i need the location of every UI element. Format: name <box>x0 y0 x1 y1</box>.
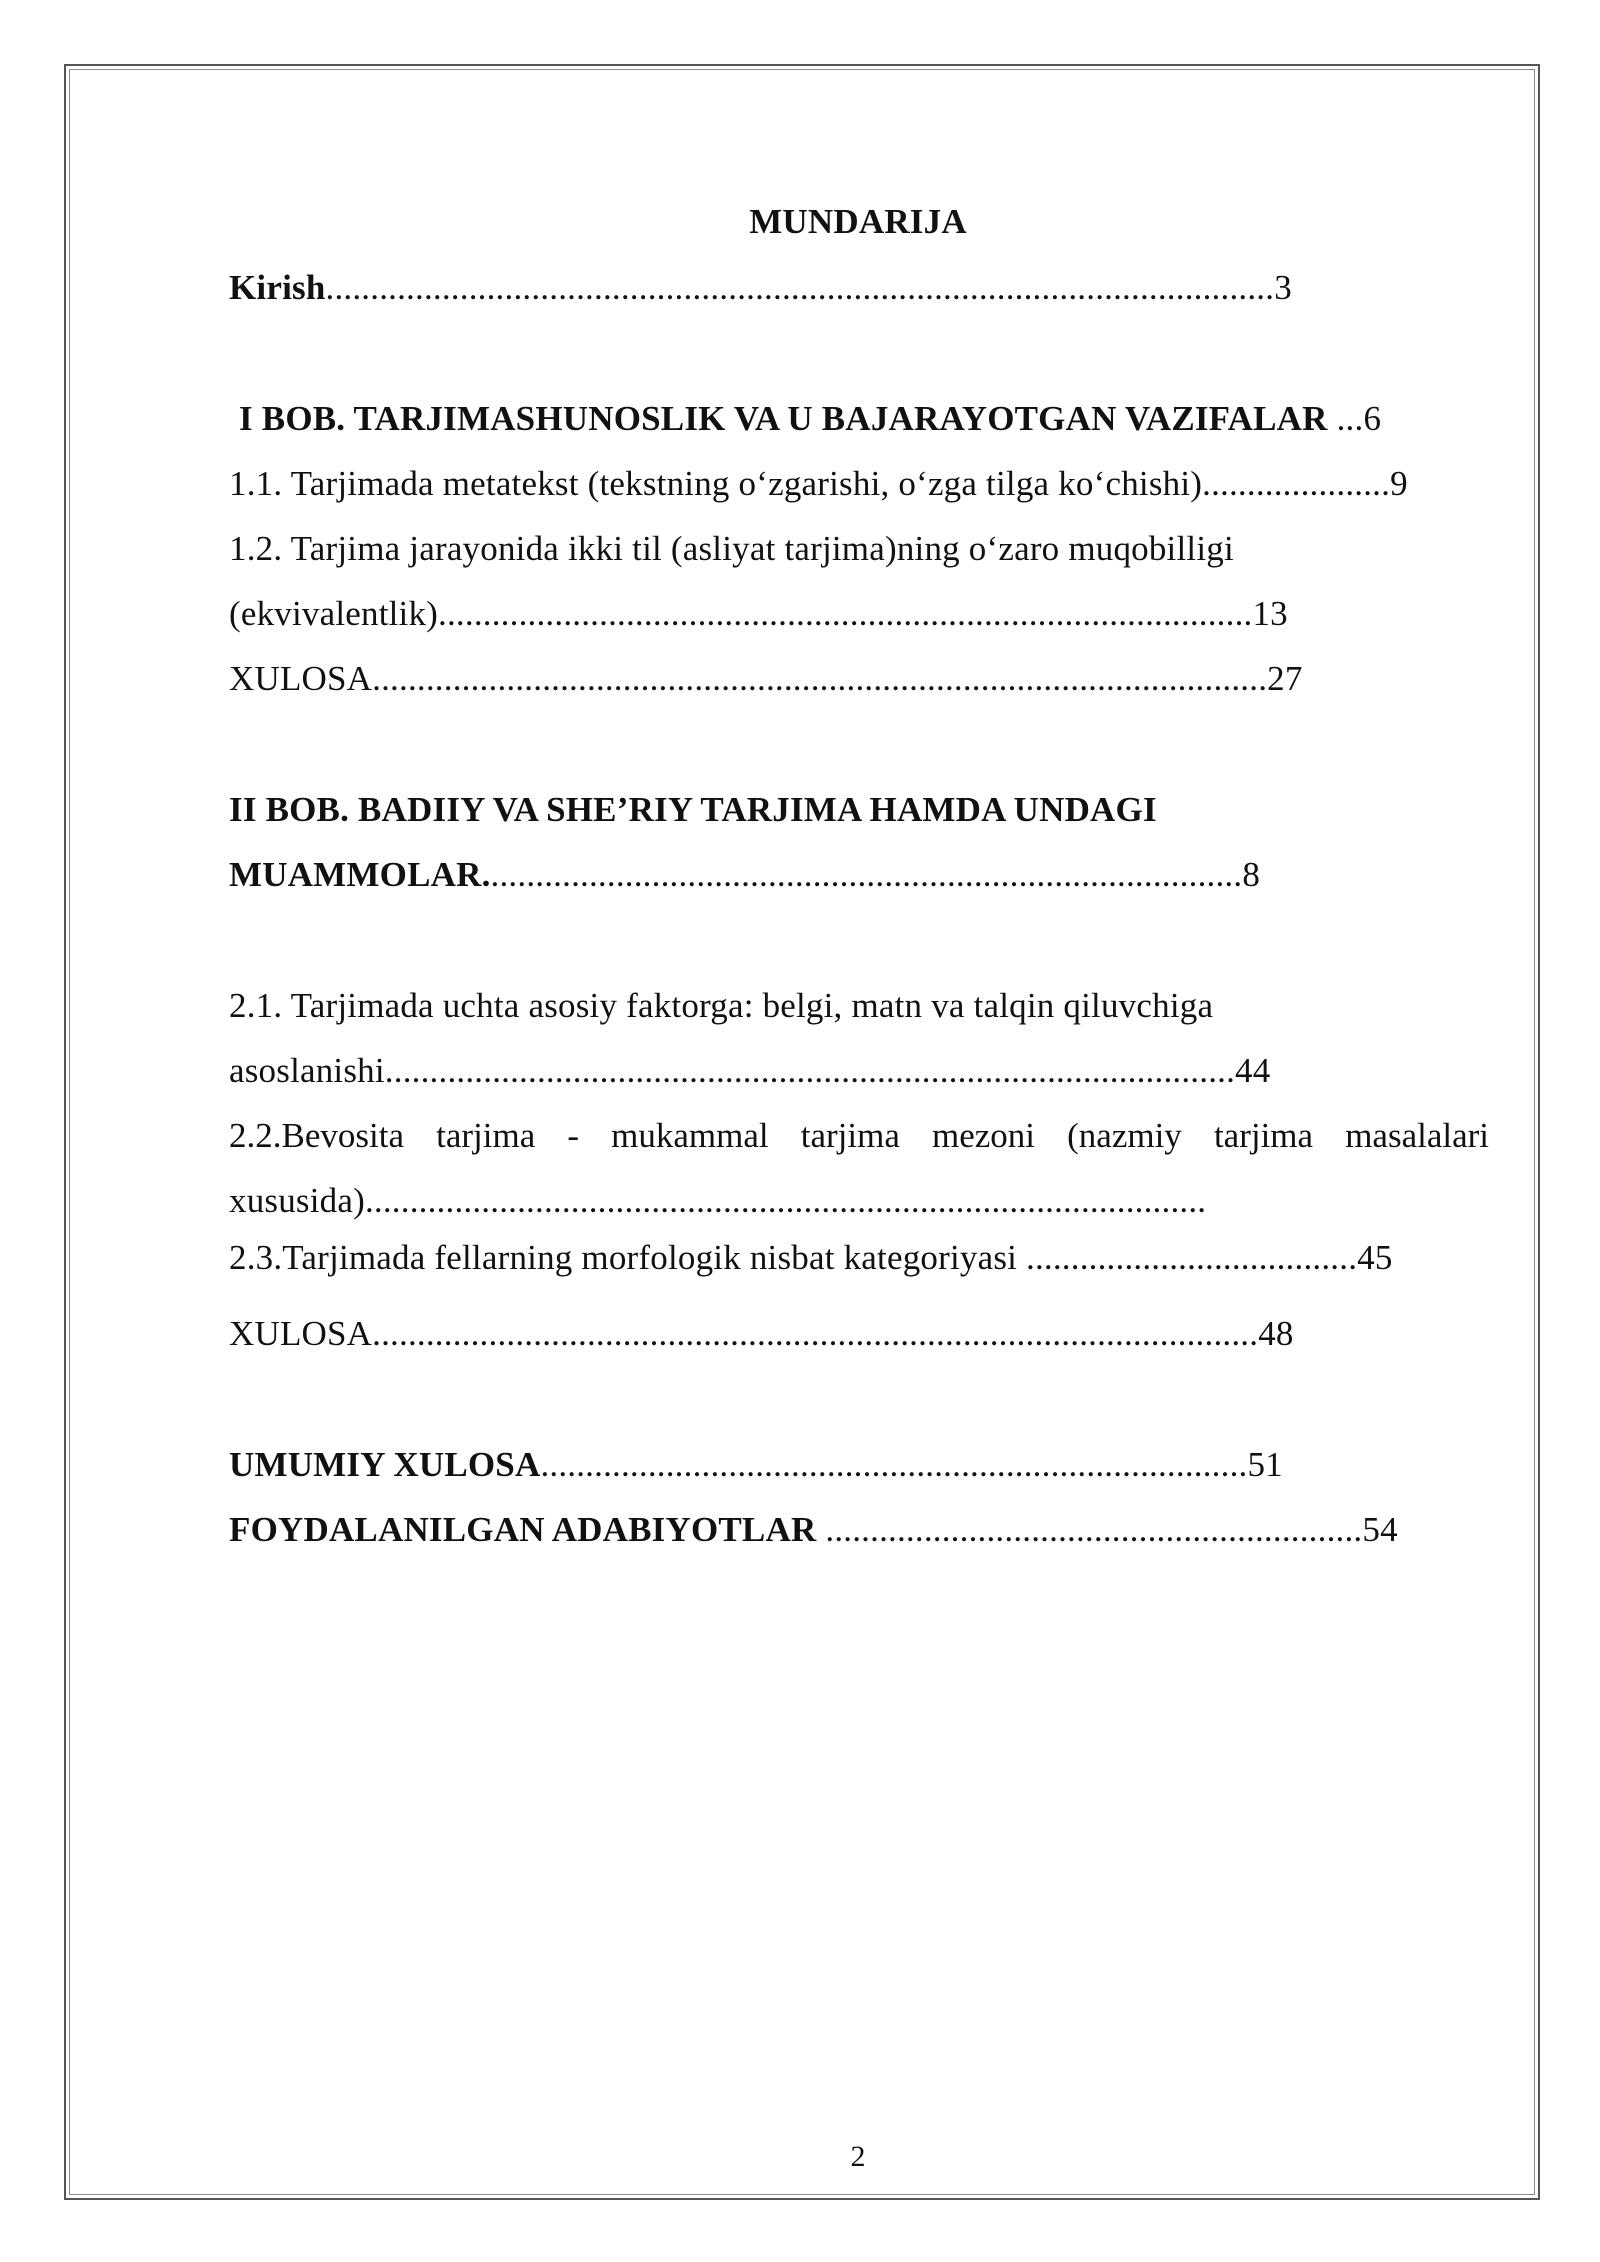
toc-entry-xulosa-2: XULOSA...................................................................................................48 <box>229 1314 1294 1353</box>
toc-entry-bob1 <box>239 397 1381 441</box>
toc-entry-1-2-line1: 1.2. Tarjima jarayonida ikki til (asliyat tarjima)ning o‘zaro muqobilligi <box>229 529 1234 568</box>
toc-entry-heading: UMUMIY XULOSA <box>229 1445 541 1484</box>
toc-entry-leader: ...6 <box>1327 399 1382 438</box>
toc-entry-bob2-line1: II BOB. BADIIY VA SHE’RIY TARJIMA HAMDA UNDAGI <box>229 790 1157 829</box>
toc-entry-heading: Kirish <box>229 268 326 307</box>
toc-entry-leader: ...............................................................................51 <box>540 1445 1283 1484</box>
toc-entry-2-1-line2: asoslanishi...............................................................................................44 <box>229 1051 1271 1090</box>
toc-entry-2-2-line2: xususida).............................................................................................. <box>229 1181 1207 1220</box>
toc-entry-xulosa-1: XULOSA....................................................................................................27 <box>229 659 1303 698</box>
toc-entry-leader: ............................................................54 <box>816 1510 1398 1549</box>
toc-entry-1-1: 1.1. Tarjimada metatekst (tekstning o‘zgarishi, o‘zga tilga ko‘chishi).....................9 <box>229 464 1408 503</box>
toc-entry-kirish <box>229 266 1292 310</box>
toc-entry-leader: ..........................................................................................................3 <box>325 268 1292 307</box>
page-number: 2 <box>850 2140 866 2173</box>
toc-entry-heading: FOYDALANILGAN ADABIYOTLAR <box>229 1510 817 1549</box>
toc-entry-2-1-line1: 2.1. Tarjimada uchta asosiy faktorga: belgi, matn va talqin qiluvchiga <box>229 986 1214 1025</box>
toc-entry-heading: I BOB. TARJIMASHUNOSLIK VA U BAJARAYOTGAN VAZIFALAR <box>239 399 1328 438</box>
toc-entry-2-2-line1: 2.2.Bevosita tarjima - mukammal tarjima mezoni (nazmiy tarjima masalalari <box>229 1116 1489 1155</box>
toc-entry-leader: ....................................................................................8 <box>490 855 1261 894</box>
toc-entry-1-2-line2: (ekvivalentlik)...........................................................................................13 <box>229 594 1288 633</box>
toc-entry-umumiy-xulosa <box>229 1443 1283 1487</box>
toc-entry-heading: MUAMMOLAR. <box>229 855 491 894</box>
toc-title: MUNDARIJA <box>749 202 967 241</box>
toc-entry-2-3: 2.3.Tarjimada fellarning morfologik nisbat kategoriyasi .....................................45 <box>229 1238 1393 1277</box>
toc-entry-bob2-line2 <box>229 853 1260 897</box>
toc-entry-foydalanilgan-adabiyotlar <box>229 1508 1398 1552</box>
